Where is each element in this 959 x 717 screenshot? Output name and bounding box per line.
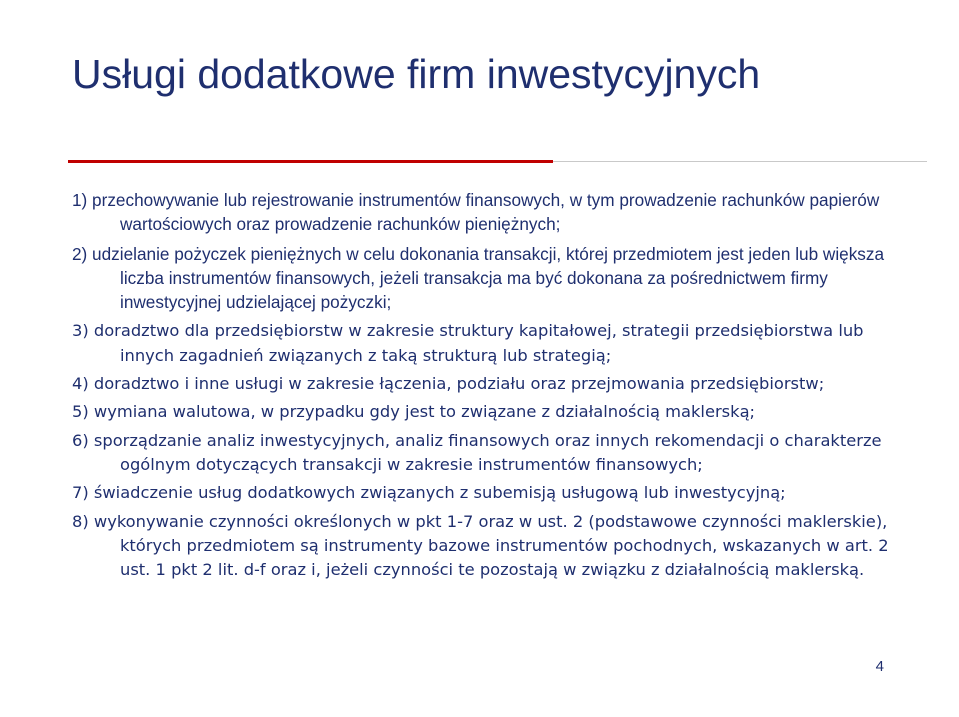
title-underline-accent <box>68 160 553 163</box>
list-item: 6) sporządzanie analiz inwestycyjnych, analiz finansowych oraz innych rekomendacji o charakterze ogólnym dotyczących transakcji w zakresie instrumentów finansowych; <box>72 430 882 474</box>
page-number: 4 <box>875 658 884 675</box>
list-item: 8) wykonywanie czynności określonych w pkt 1-7 oraz w ust. 2 (podstawowe czynności maklerskie), których przedmiotem są instrumenty bazowe instrumentów pochodnych, wskazanych w art. 2 ust. 1 pkt 2 lit. d-f oraz i, jeżeli czynności te pozostają w związku z działalnością maklerską. <box>72 511 889 580</box>
list-item: 5) wymiana walutowa, w przypadku gdy jest to związane z działalnością maklerską; <box>72 402 756 422</box>
list-item: 1) przechowywanie lub rejestrowanie instrumentów finansowych, w tym prowadzenie rachunków papierów wartościowych oraz prowadzenie rachunków pieniężnych; <box>72 190 880 235</box>
title-underline-rule <box>553 161 927 162</box>
services-list <box>72 188 912 582</box>
list-item: 4) doradztwo i inne usługi w zakresie łączenia, podziału oraz przejmowania przedsiębiorstw; <box>72 374 825 394</box>
list-item: 2) udzielanie pożyczek pieniężnych w celu dokonania transakcji, której przedmiotem jest jeden lub większa liczba instrumentów finansowych, jeżeli transakcja ma być dokonana za pośrednictwem firmy inwestycyjnej udzielającej pożyczki; <box>72 243 885 313</box>
list-item: 3) doradztwo dla przedsiębiorstw w zakresie struktury kapitałowej, strategii przedsiębiorstwa lub innych zagadnień związanych z taką strukturą lub strategią; <box>72 321 864 365</box>
slide-title: Usługi dodatkowe firm inwestycyjnych <box>72 51 761 97</box>
list-item: 7) świadczenie usług dodatkowych związanych z subemisją usługową lub inwestycyjną; <box>72 483 786 503</box>
